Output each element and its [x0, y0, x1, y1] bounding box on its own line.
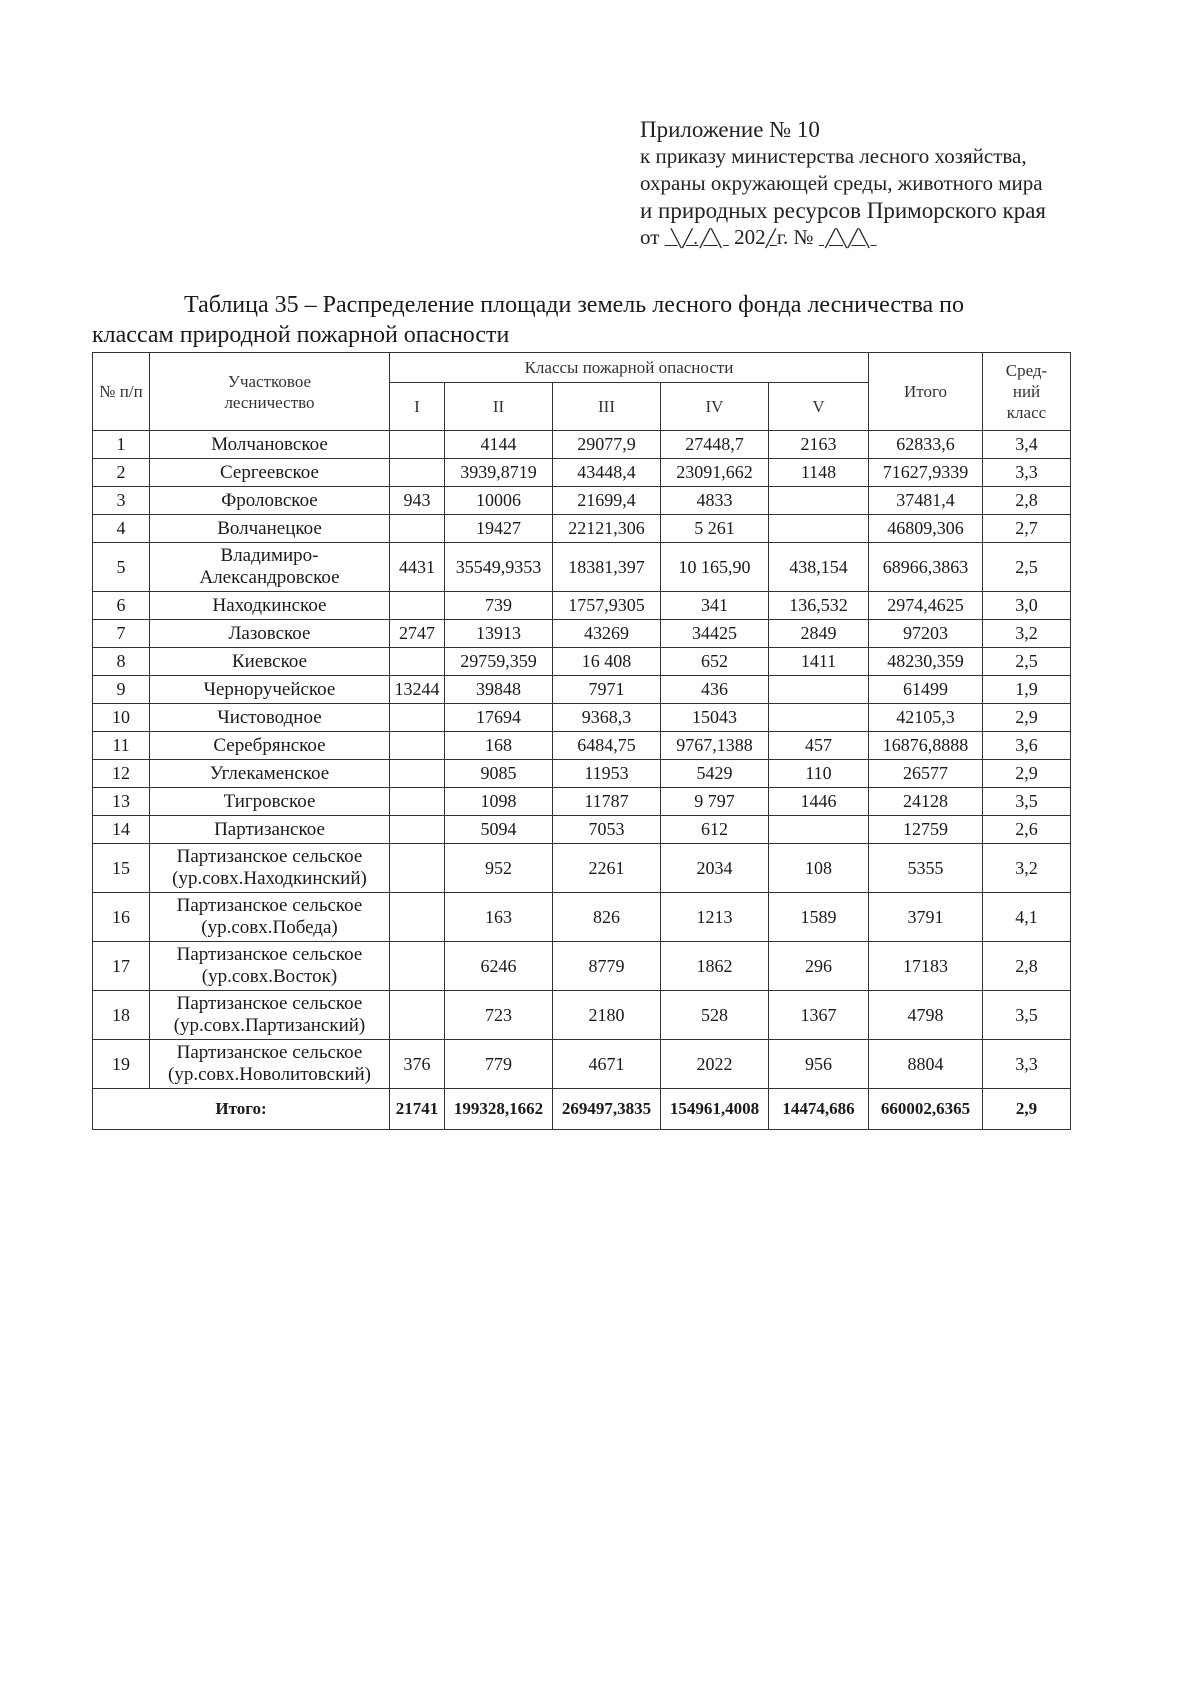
class-iii-area: 21699,4: [553, 487, 661, 515]
class-iii-area: 16 408: [553, 648, 661, 676]
table-row: [93, 592, 1071, 620]
header-class-ii: II: [445, 383, 553, 431]
class-ii-area: 168: [445, 732, 553, 760]
class-ii-area: 952: [445, 844, 553, 893]
district-name: Серебрянское: [150, 732, 390, 760]
class-iii-area: 43448,4: [553, 459, 661, 487]
table-row: [93, 620, 1071, 648]
class-iv-area: 34425: [661, 620, 769, 648]
row-total: 26577: [869, 760, 983, 788]
row-num: 6: [93, 592, 150, 620]
row-num: 10: [93, 704, 150, 732]
class-i-area: [390, 788, 445, 816]
class-ii-area: 3939,8719: [445, 459, 553, 487]
table-row: [93, 732, 1071, 760]
class-i-area: [390, 942, 445, 991]
row-num: 13: [93, 788, 150, 816]
class-i-area: [390, 515, 445, 543]
class-ii-area: 29759,359: [445, 648, 553, 676]
class-v-area: 2163: [769, 431, 869, 459]
class-v-area: 136,532: [769, 592, 869, 620]
class-i-area: [390, 991, 445, 1040]
class-iii-area: 7971: [553, 676, 661, 704]
row-num: 3: [93, 487, 150, 515]
class-iv-area: 4833: [661, 487, 769, 515]
header-class-v: V: [769, 383, 869, 431]
annex-header: [640, 116, 1160, 253]
header-class-i: I: [390, 383, 445, 431]
total-label: Итого:: [93, 1089, 390, 1130]
row-total: 46809,306: [869, 515, 983, 543]
class-iii-area: 11787: [553, 788, 661, 816]
class-i-area: 13244: [390, 676, 445, 704]
class-ii-area: 35549,9353: [445, 543, 553, 592]
district-name: Партизанское сельское (ур.совх.Партизанский): [150, 991, 390, 1040]
row-total: 5355: [869, 844, 983, 893]
class-ii-area: 17694: [445, 704, 553, 732]
row-avg-class: 2,6: [983, 816, 1071, 844]
row-avg-class: 3,6: [983, 732, 1071, 760]
class-iv-area: 15043: [661, 704, 769, 732]
table-row: [93, 844, 1071, 893]
header-num: № п/п: [93, 353, 150, 431]
class-ii-area: 163: [445, 893, 553, 942]
class-ii-area: 739: [445, 592, 553, 620]
class-i-area: [390, 893, 445, 942]
class-iii-area: 4671: [553, 1040, 661, 1089]
row-avg-class: 3,0: [983, 592, 1071, 620]
row-num: 11: [93, 732, 150, 760]
class-ii-area: 9085: [445, 760, 553, 788]
row-total: 17183: [869, 942, 983, 991]
table-row: [93, 816, 1071, 844]
row-total: 4798: [869, 991, 983, 1040]
district-name: Углекаменское: [150, 760, 390, 788]
district-name: Партизанское сельское (ур.совх.Восток): [150, 942, 390, 991]
class-i-area: [390, 844, 445, 893]
district-name: Партизанское сельское (ур.совх.Победа): [150, 893, 390, 942]
total-row: [93, 1089, 1071, 1130]
total-class-ii: 199328,1662: [445, 1089, 553, 1130]
class-iv-area: 9767,1388: [661, 732, 769, 760]
handwritten-order-number: ╱╲╱╲: [818, 229, 877, 249]
row-avg-class: 3,4: [983, 431, 1071, 459]
header-class-iii: III: [553, 383, 661, 431]
class-iv-area: 9 797: [661, 788, 769, 816]
row-num: 5: [93, 543, 150, 592]
row-num: 18: [93, 991, 150, 1040]
class-ii-area: 1098: [445, 788, 553, 816]
header-total: Итого: [869, 353, 983, 431]
fire-danger-table: [92, 352, 1071, 1130]
class-iv-area: 436: [661, 676, 769, 704]
district-name: Черноручейское: [150, 676, 390, 704]
table-row: [93, 648, 1071, 676]
class-v-area: 457: [769, 732, 869, 760]
class-iii-area: 7053: [553, 816, 661, 844]
class-iv-area: 23091,662: [661, 459, 769, 487]
row-avg-class: 2,8: [983, 942, 1071, 991]
table-caption-line-2: классам природной пожарной опасности: [92, 322, 510, 348]
class-v-area: 2849: [769, 620, 869, 648]
class-iii-area: 18381,397: [553, 543, 661, 592]
class-v-area: 1446: [769, 788, 869, 816]
district-name: Находкинское: [150, 592, 390, 620]
class-iv-area: 528: [661, 991, 769, 1040]
class-iii-area: 2261: [553, 844, 661, 893]
class-ii-area: 5094: [445, 816, 553, 844]
class-iv-area: 10 165,90: [661, 543, 769, 592]
class-i-area: [390, 592, 445, 620]
row-total: 24128: [869, 788, 983, 816]
row-num: 16: [93, 893, 150, 942]
table-caption: [92, 290, 1132, 350]
district-name: Партизанское сельское (ур.совх.Находкинский): [150, 844, 390, 893]
class-iii-area: 9368,3: [553, 704, 661, 732]
district-name: Партизанское сельское (ур.совх.Новолитовский): [150, 1040, 390, 1089]
class-iv-area: 1213: [661, 893, 769, 942]
class-iv-area: 5 261: [661, 515, 769, 543]
total-class-v: 14474,686: [769, 1089, 869, 1130]
class-iii-area: 22121,306: [553, 515, 661, 543]
annex-line-2: к приказу министерства лесного хозяйства,: [640, 144, 1027, 168]
row-num: 12: [93, 760, 150, 788]
table-row: [93, 704, 1071, 732]
class-i-area: 943: [390, 487, 445, 515]
row-total: 62833,6: [869, 431, 983, 459]
class-v-area: 1367: [769, 991, 869, 1040]
row-num: 1: [93, 431, 150, 459]
class-iii-area: 11953: [553, 760, 661, 788]
row-avg-class: 3,5: [983, 788, 1071, 816]
row-total: 61499: [869, 676, 983, 704]
class-v-area: 1589: [769, 893, 869, 942]
date-year-suffix: г. №: [776, 225, 814, 249]
handwritten-year-digit: ╱: [765, 229, 777, 249]
class-v-area: 438,154: [769, 543, 869, 592]
class-i-area: 4431: [390, 543, 445, 592]
class-v-area: 1411: [769, 648, 869, 676]
class-iii-area: 43269: [553, 620, 661, 648]
row-num: 8: [93, 648, 150, 676]
class-ii-area: 10006: [445, 487, 553, 515]
class-ii-area: 19427: [445, 515, 553, 543]
table-row: [93, 788, 1071, 816]
class-v-area: [769, 704, 869, 732]
row-total: 12759: [869, 816, 983, 844]
total-class-iii: 269497,3835: [553, 1089, 661, 1130]
table-row: [93, 760, 1071, 788]
class-iv-area: 1862: [661, 942, 769, 991]
row-total: 16876,8888: [869, 732, 983, 760]
row-total: 48230,359: [869, 648, 983, 676]
date-prefix: от: [640, 225, 660, 249]
class-ii-area: 4144: [445, 431, 553, 459]
annex-line-4: и природных ресурсов Приморского края: [640, 198, 1046, 223]
class-ii-area: 779: [445, 1040, 553, 1089]
table-row: [93, 459, 1071, 487]
row-avg-class: 2,9: [983, 704, 1071, 732]
class-iv-area: 27448,7: [661, 431, 769, 459]
class-iii-area: 8779: [553, 942, 661, 991]
row-avg-class: 3,2: [983, 620, 1071, 648]
table-body: [93, 431, 1071, 1089]
header-avg: Сред-ний класс: [983, 353, 1071, 431]
district-name: Молчановское: [150, 431, 390, 459]
class-iv-area: 5429: [661, 760, 769, 788]
total-class-iv: 154961,4008: [661, 1089, 769, 1130]
district-name: Волчанецкое: [150, 515, 390, 543]
class-v-area: 1148: [769, 459, 869, 487]
class-ii-area: 13913: [445, 620, 553, 648]
district-name: Фроловское: [150, 487, 390, 515]
table-row: [93, 431, 1071, 459]
class-i-area: [390, 732, 445, 760]
district-name: Партизанское: [150, 816, 390, 844]
row-avg-class: 2,8: [983, 487, 1071, 515]
row-num: 2: [93, 459, 150, 487]
row-num: 15: [93, 844, 150, 893]
total-area: 660002,6365: [869, 1089, 983, 1130]
table-row: [93, 991, 1071, 1040]
row-avg-class: 2,5: [983, 543, 1071, 592]
header-classes: Классы пожарной опасности: [390, 353, 869, 383]
class-v-area: [769, 676, 869, 704]
handwritten-date: ╲╱.╱╲: [664, 229, 729, 249]
table-row: [93, 543, 1071, 592]
total-class-i: 21741: [390, 1089, 445, 1130]
row-total: 37481,4: [869, 487, 983, 515]
row-avg-class: 2,7: [983, 515, 1071, 543]
class-v-area: 956: [769, 1040, 869, 1089]
class-i-area: [390, 704, 445, 732]
header-district: Участковое лесничество: [150, 353, 390, 431]
row-total: 2974,4625: [869, 592, 983, 620]
class-v-area: [769, 487, 869, 515]
table-row: [93, 893, 1071, 942]
header-class-iv: IV: [661, 383, 769, 431]
class-iv-area: 341: [661, 592, 769, 620]
row-avg-class: 4,1: [983, 893, 1071, 942]
class-i-area: [390, 760, 445, 788]
class-iii-area: 29077,9: [553, 431, 661, 459]
row-total: 71627,9339: [869, 459, 983, 487]
table-row: [93, 487, 1071, 515]
row-avg-class: 1,9: [983, 676, 1071, 704]
class-ii-area: 723: [445, 991, 553, 1040]
district-name: Сергеевское: [150, 459, 390, 487]
row-total: 42105,3: [869, 704, 983, 732]
class-iii-area: 2180: [553, 991, 661, 1040]
row-num: 19: [93, 1040, 150, 1089]
class-iii-area: 6484,75: [553, 732, 661, 760]
class-iii-area: 826: [553, 893, 661, 942]
row-total: 3791: [869, 893, 983, 942]
row-avg-class: 3,3: [983, 459, 1071, 487]
row-num: 14: [93, 816, 150, 844]
row-num: 9: [93, 676, 150, 704]
table-row: [93, 515, 1071, 543]
table-caption-line-1: Таблица 35 – Распределение площади земель лесного фонда лесничества по: [184, 292, 964, 318]
row-avg-class: 2,9: [983, 760, 1071, 788]
district-name: Владимиро-Александровское: [150, 543, 390, 592]
class-v-area: [769, 515, 869, 543]
table-row: [93, 676, 1071, 704]
row-num: 7: [93, 620, 150, 648]
class-i-area: [390, 431, 445, 459]
class-i-area: [390, 459, 445, 487]
class-ii-area: 6246: [445, 942, 553, 991]
class-ii-area: 39848: [445, 676, 553, 704]
district-name: Тигровское: [150, 788, 390, 816]
row-total: 97203: [869, 620, 983, 648]
district-name: Киевское: [150, 648, 390, 676]
total-avg: 2,9: [983, 1089, 1071, 1130]
class-iv-area: 652: [661, 648, 769, 676]
district-name: Лазовское: [150, 620, 390, 648]
class-iv-area: 612: [661, 816, 769, 844]
class-i-area: [390, 816, 445, 844]
class-v-area: [769, 816, 869, 844]
class-i-area: 376: [390, 1040, 445, 1089]
row-avg-class: 3,3: [983, 1040, 1071, 1089]
annex-line-1: Приложение № 10: [640, 117, 820, 142]
class-v-area: 110: [769, 760, 869, 788]
class-iv-area: 2022: [661, 1040, 769, 1089]
class-v-area: 108: [769, 844, 869, 893]
class-i-area: 2747: [390, 620, 445, 648]
table-row: [93, 942, 1071, 991]
row-num: 4: [93, 515, 150, 543]
class-iv-area: 2034: [661, 844, 769, 893]
row-total: 68966,3863: [869, 543, 983, 592]
class-v-area: 296: [769, 942, 869, 991]
date-year-mid: 202: [734, 225, 766, 249]
row-avg-class: 3,5: [983, 991, 1071, 1040]
row-num: 17: [93, 942, 150, 991]
district-name: Чистоводное: [150, 704, 390, 732]
annex-date-line: [640, 224, 1160, 253]
row-avg-class: 3,2: [983, 844, 1071, 893]
row-avg-class: 2,5: [983, 648, 1071, 676]
class-i-area: [390, 648, 445, 676]
table-row: [93, 1040, 1071, 1089]
row-total: 8804: [869, 1040, 983, 1089]
class-iii-area: 1757,9305: [553, 592, 661, 620]
annex-line-3: охраны окружающей среды, животного мира: [640, 171, 1043, 195]
